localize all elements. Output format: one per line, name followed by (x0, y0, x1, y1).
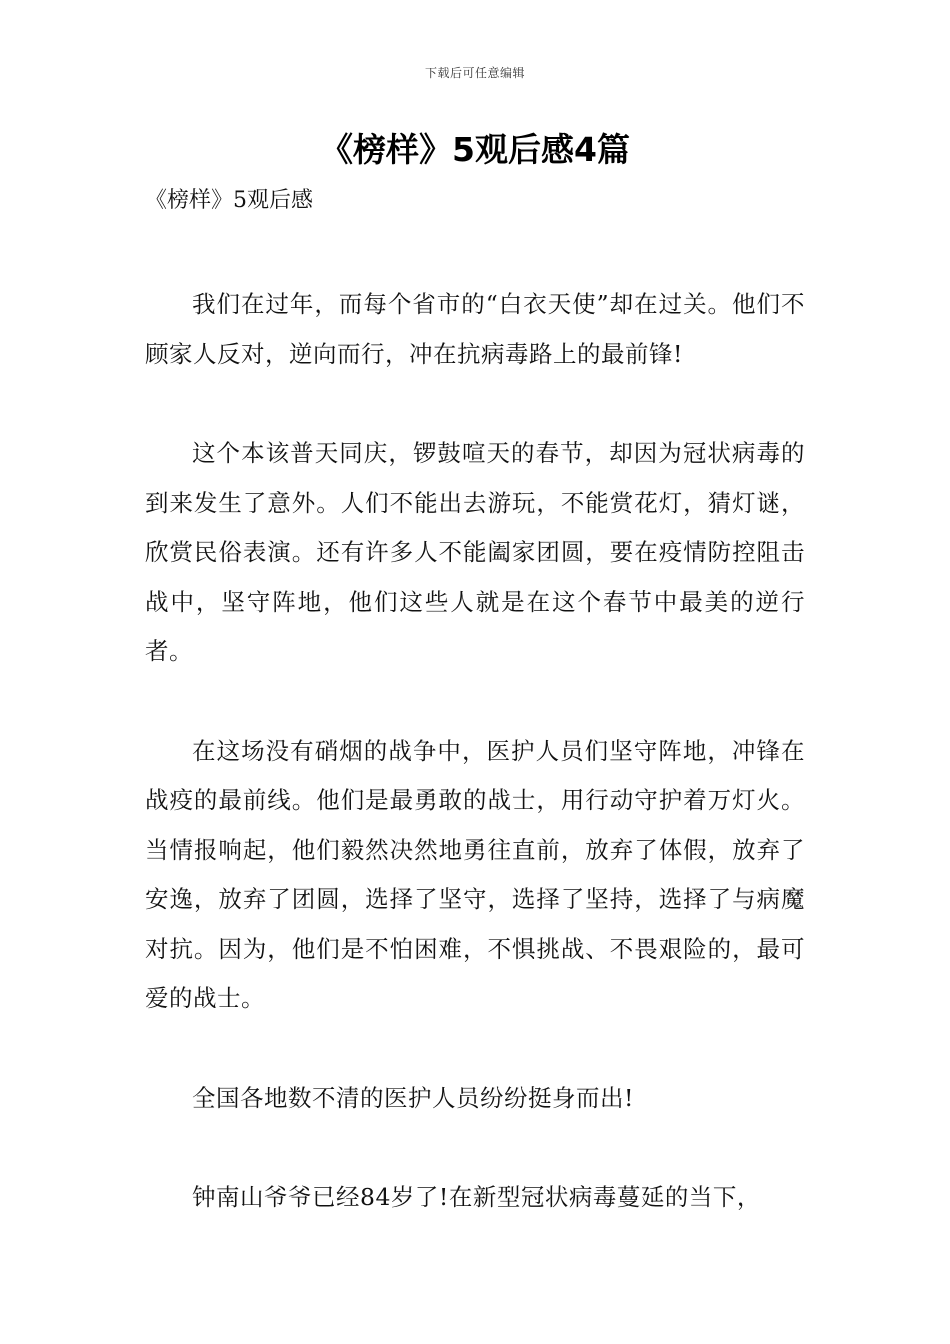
paragraph: 我们在过年，而每个省市的“白衣天使”却在过关。他们不顾家人反对，逆向而行，冲在抗病毒路上的最前锋! (145, 290, 805, 368)
paragraph: 钟南山爷爷已经84岁了!在新型冠状病毒蔓延的当下， (192, 1183, 761, 1211)
document-title: 《榜样》5观后感4篇 (320, 130, 630, 169)
document-body (145, 280, 805, 1273)
document-subtitle: 《榜样》5观后感 (145, 188, 313, 213)
paragraph: 这个本该普天同庆，锣鼓喧天的春节，却因为冠状病毒的到来发生了意外。人们不能出去游玩，不能赏花灯，猜灯谜，欣赏民俗表演。还有许多人不能阖家团圆，要在疫情防控阻击战中，坚守阵地，他们这些人就是在这个春节中最美的逆行者。 (145, 439, 805, 665)
paragraph: 全国各地数不清的医护人员纷纷挺身而出! (192, 1083, 634, 1112)
paragraph: 在这场没有硝烟的战争中，医护人员们坚守阵地，冲锋在战疫的最前线。他们是最勇敢的战士，用行动守护着万灯火。当情报响起，他们毅然决然地勇往直前，放弃了体假，放弃了安逸，放弃了团圆，选择了坚守，选择了坚持，选择了与病魔对抗。因为，他们是不怕困难，不惧挑战、不畏艰险的，最可爱的战士。 (145, 736, 805, 1012)
header-note: 下载后可任意编辑 (424, 66, 525, 80)
